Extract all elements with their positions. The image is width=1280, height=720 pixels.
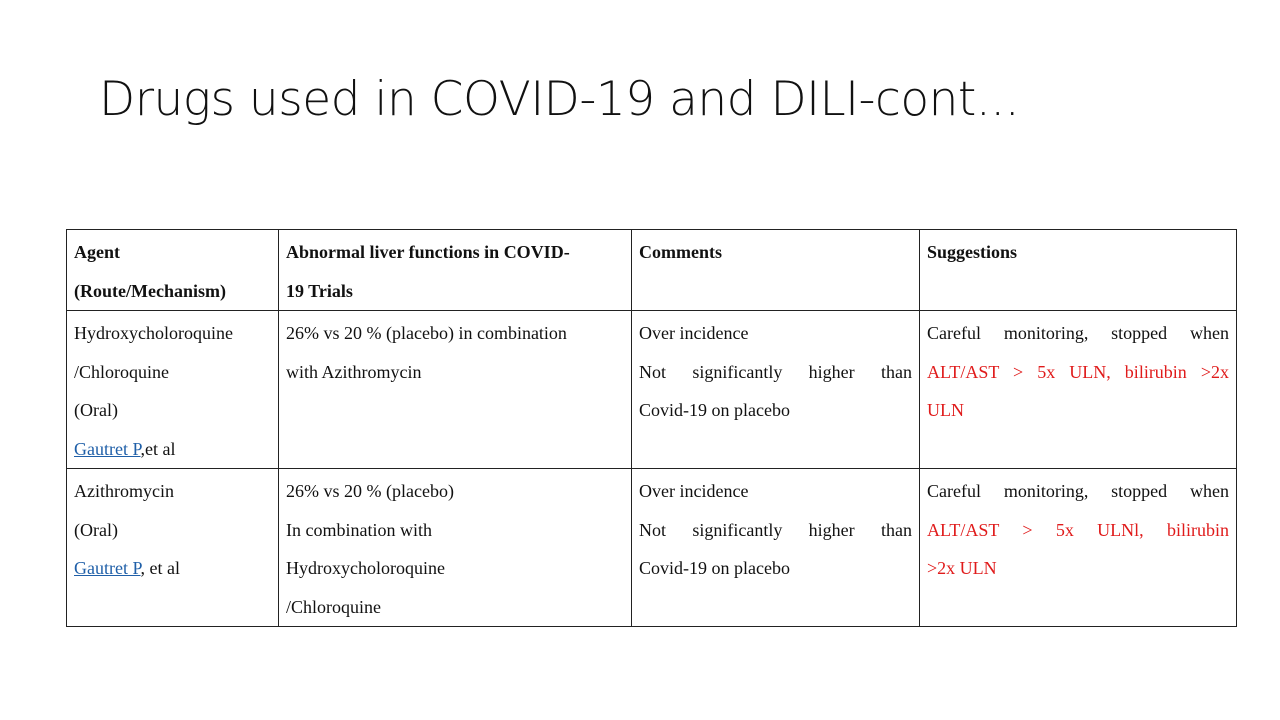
suggestions-cell: [920, 469, 1237, 627]
reference-suffix: ,et al: [140, 438, 176, 459]
agent-line: Azithromycin: [74, 481, 174, 501]
agent-line: /Chloroquine: [74, 361, 169, 382]
header-agent-line: (Route/Mechanism): [74, 280, 226, 301]
suggestion-threshold: ALT/AST > 5x ULNl, bilirubin: [927, 519, 1229, 540]
suggestion-threshold: >2x ULN: [927, 558, 997, 578]
suggestion-threshold: ULN: [927, 400, 964, 420]
table-row: [67, 469, 1237, 627]
header-abnormal: [279, 230, 632, 311]
comments-cell: [632, 469, 920, 627]
agent-cell: [67, 311, 279, 469]
abnormal-line: Hydroxycholoroquine: [286, 558, 445, 578]
reference-line: [74, 549, 271, 588]
reference-line: [74, 430, 271, 469]
table-row: [67, 311, 1237, 469]
suggestion-lead: Careful monitoring, stopped when: [927, 481, 1229, 501]
reference-suffix: , et al: [140, 558, 180, 578]
header-abnormal-line: Abnormal liver functions in COVID-: [286, 242, 570, 262]
agent-line: (Oral): [74, 519, 118, 540]
comment-line: Covid-19 on placebo: [639, 558, 790, 578]
comment-line: Covid-19 on placebo: [639, 400, 790, 420]
abnormal-cell: [279, 469, 632, 627]
agent-line: (Oral): [74, 400, 118, 420]
abnormal-line: /Chloroquine: [286, 596, 381, 617]
abnormal-line: In combination with: [286, 519, 432, 540]
comment-line: Over incidence: [639, 323, 749, 343]
abnormal-line: 26% vs 20 % (placebo) in combination: [286, 323, 567, 343]
suggestion-threshold: ALT/AST > 5x ULN, bilirubin >2x: [927, 361, 1229, 382]
header-suggestions: Suggestions: [920, 230, 1237, 311]
agent-line: Hydroxycholoroquine: [74, 323, 233, 343]
suggestions-cell: [920, 311, 1237, 469]
comment-line: Not significantly higher than: [639, 361, 912, 382]
suggestion-lead: Careful monitoring, stopped when: [927, 323, 1229, 343]
header-comments: Comments: [632, 230, 920, 311]
reference-link[interactable]: Gautret P: [74, 438, 141, 459]
abnormal-cell: [279, 311, 632, 469]
reference-link[interactable]: Gautret P: [74, 558, 141, 578]
table-header-row: [67, 230, 1237, 311]
abnormal-line: with Azithromycin: [286, 361, 422, 382]
agent-cell: [67, 469, 279, 627]
header-abnormal-line: 19 Trials: [286, 280, 353, 301]
header-agent: [67, 230, 279, 311]
comments-cell: [632, 311, 920, 469]
header-agent-line: Agent: [74, 242, 120, 262]
abnormal-line: 26% vs 20 % (placebo): [286, 481, 454, 501]
comment-line: Not significantly higher than: [639, 519, 912, 540]
drug-dili-table: [66, 229, 1237, 627]
slide-title: Drugs used in COVID-19 and DILI-cont...: [99, 72, 1020, 127]
comment-line: Over incidence: [639, 481, 749, 501]
